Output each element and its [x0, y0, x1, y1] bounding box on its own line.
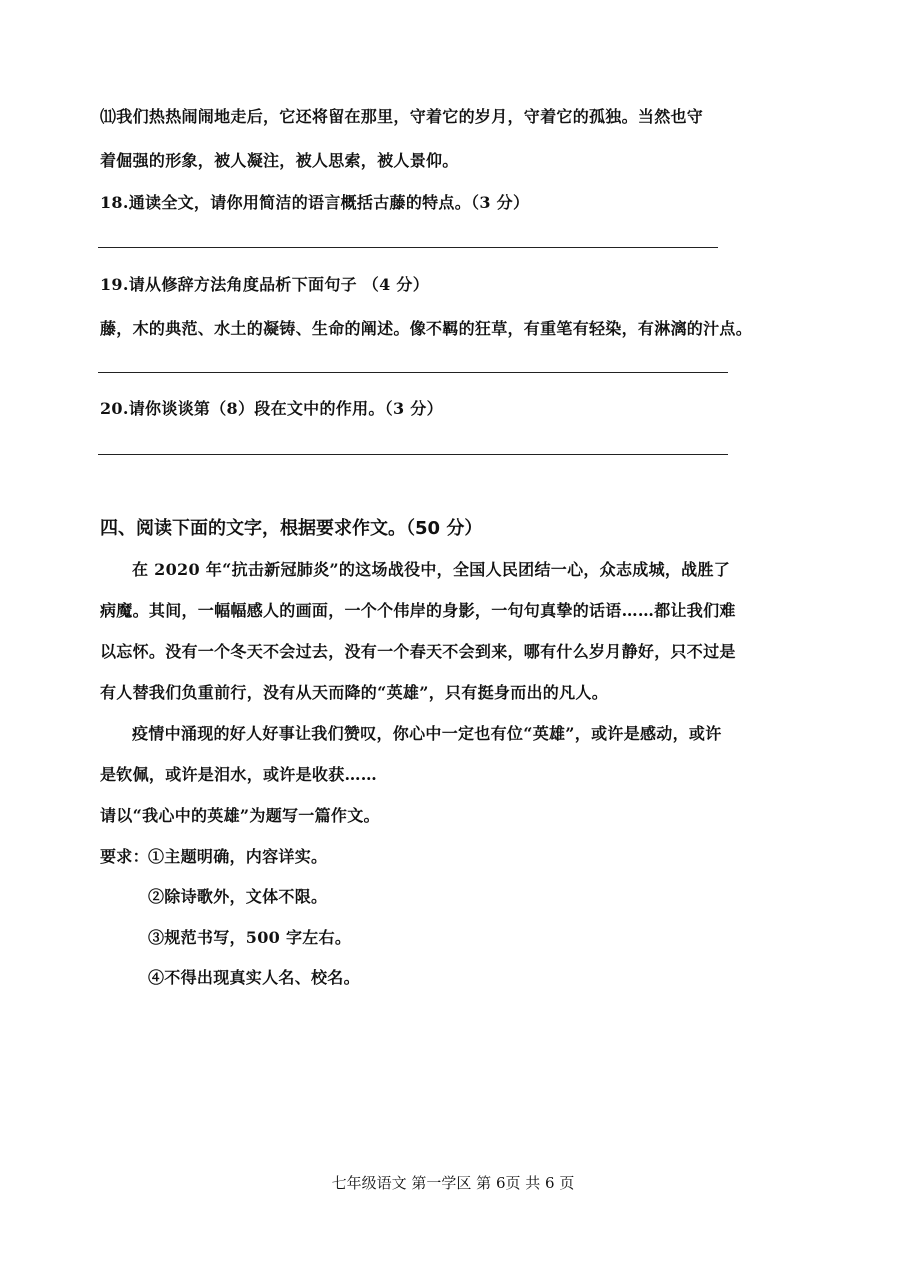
question-19-quote: 藤，木的典范、水土的凝铸、生命的阐述。像不羁的狂草，有重笔有轻染，有淋漓的汁点。: [100, 319, 753, 338]
requirement-item: ④不得出现真实人名、校名。: [148, 968, 360, 987]
answer-line-19: [98, 372, 728, 373]
passage-line: ⑾我们热热闹闹地走后，它还将留在那里，守着它的岁月，守着它的孤独。当然也守: [100, 107, 704, 126]
passage-line: 着倔强的形象，被人凝注，被人思索，被人景仰。: [100, 151, 459, 170]
essay-paragraph-line: 疫情中涌现的好人好事让我们赞叹，你心中一定也有位“英雄”，或许是感动，或许: [132, 724, 722, 743]
question-18: 18.通读全文，请你用简洁的语言概括古藤的特点。（3 分）: [100, 193, 530, 212]
question-19: 19.请从修辞方法角度品析下面句子 （4 分）: [100, 275, 430, 294]
requirement-item: ①主题明确，内容详实。: [148, 847, 328, 866]
answer-line-18: [98, 247, 718, 248]
page-footer: 七年级语文 第一学区 第 6页 共 6 页: [331, 1174, 575, 1192]
essay-paragraph-line: 在 2020 年“抗击新冠肺炎”的这场战役中，全国人民团结一心，众志成城，战胜了: [132, 560, 731, 579]
essay-paragraph-line: 有人替我们负重前行，没有从天而降的“英雄”，只有挺身而出的凡人。: [100, 683, 609, 702]
question-20: 20.请你谈谈第（8）段在文中的作用。（3 分）: [100, 399, 443, 418]
answer-line-20: [98, 454, 728, 455]
essay-heading: 四、阅读下面的文字，根据要求作文。（50 分）: [100, 518, 483, 539]
requirements-label: 要求：: [100, 847, 149, 866]
essay-paragraph-line: 是钦佩，或许是泪水，或许是收获……: [100, 765, 378, 784]
essay-prompt: 请以“我心中的英雄”为题写一篇作文。: [100, 806, 380, 825]
essay-paragraph-line: 病魔。其间，一幅幅感人的画面，一个个伟岸的身影，一句句真挚的话语……都让我们难: [100, 601, 736, 620]
essay-paragraph-line: 以忘怀。没有一个冬天不会过去，没有一个春天不会到来，哪有什么岁月静好，只不过是: [100, 642, 736, 661]
requirement-item: ②除诗歌外，文体不限。: [148, 887, 328, 906]
requirement-item: ③规范书写，500 字左右。: [148, 928, 352, 947]
